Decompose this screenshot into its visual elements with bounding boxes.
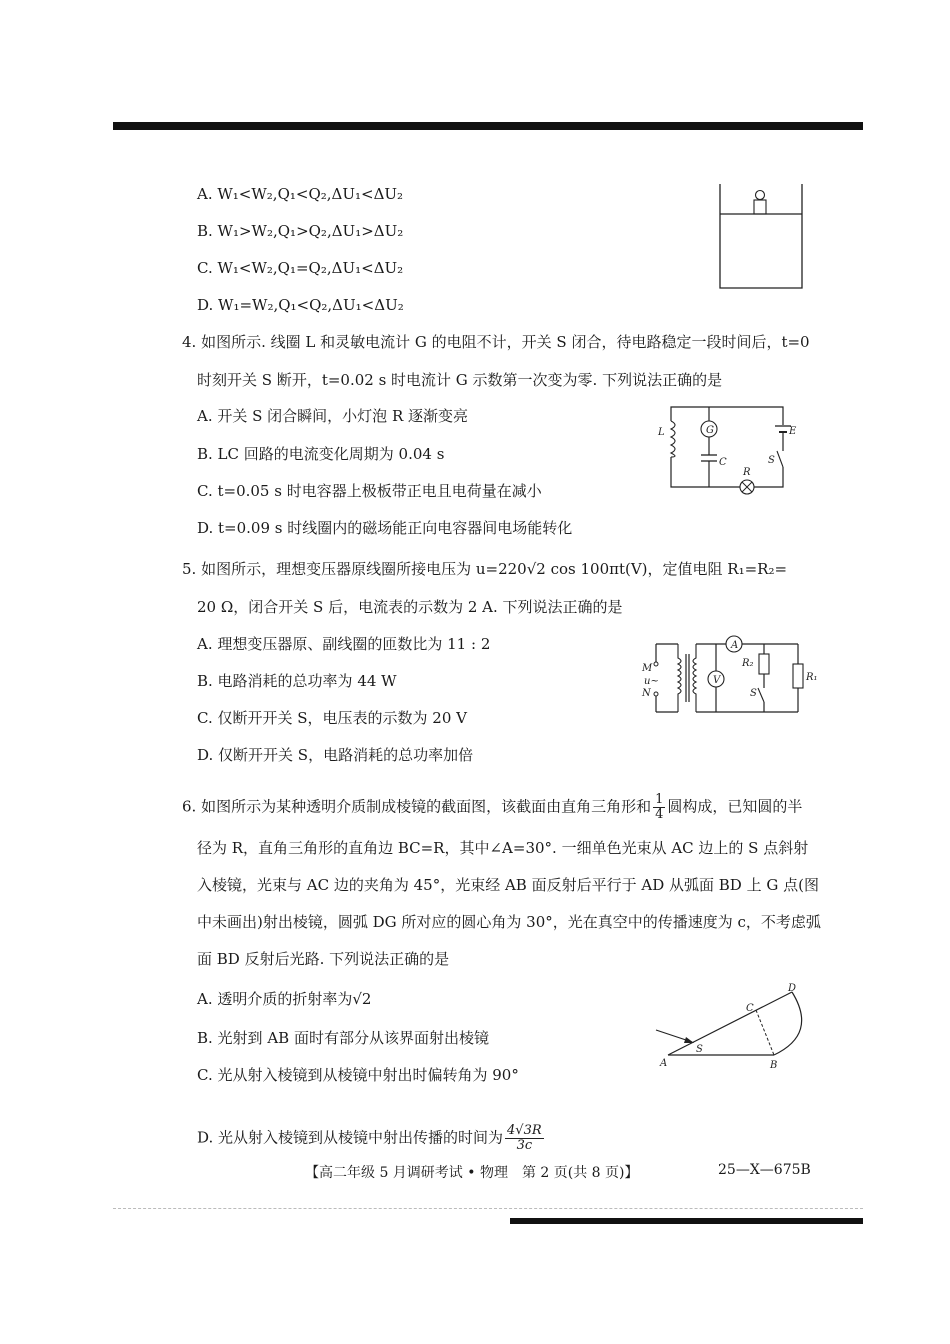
- q3-option-b: B. W₁>W₂,Q₁>Q₂,ΔU₁>ΔU₂: [197, 222, 404, 240]
- q6-fraction: [653, 793, 665, 822]
- q5-label-u: u~: [644, 676, 659, 687]
- q6-stem-line1: [182, 793, 802, 822]
- q5-stem-line1: 5. 如图所示，理想变压器原线圈所接电压为 u=220√2 cos 100πt(V)，定值电阻 R₁=R₂=: [182, 560, 788, 578]
- q4-label-S: S: [768, 455, 775, 466]
- q5-label-M: M: [642, 663, 653, 674]
- q6-stem-line3: 入棱镜，光束与 AC 边的夹角为 45°，光束经 AB 面反射后平行于 AD 从弧面 BD 上 G 点(图: [197, 876, 819, 894]
- q4-option-d: D. t=0.09 s 时线圈内的磁场能正向电容器间电场能转化: [197, 519, 573, 537]
- bottom-border-bar: [510, 1218, 863, 1224]
- footer-code: 25—X—675B: [718, 1162, 811, 1178]
- q6-stem-line1b: 圆构成，已知圆的半: [667, 797, 803, 816]
- q6-fraction-den: 4: [655, 807, 664, 822]
- q5-label-R1: R₁: [806, 672, 818, 683]
- q6-option-d-text: D. 光从射入棱镜到从棱镜中射出传播的时间为: [197, 1128, 504, 1147]
- q6-option-a: A. 透明介质的折射率为√2: [197, 990, 372, 1008]
- q6-option-d: [197, 1124, 544, 1153]
- q3-container-figure: [718, 182, 804, 290]
- q4-lc-circuit-figure: [655, 403, 805, 495]
- q3-option-c: C. W₁<W₂,Q₁=Q₂,ΔU₁<ΔU₂: [197, 259, 404, 277]
- q6-label-C: C: [746, 1003, 754, 1014]
- q6-label-A: A: [660, 1058, 668, 1069]
- q4-label-R: R: [743, 467, 751, 478]
- q4-label-C: C: [719, 457, 727, 468]
- q6-prism-figure: [650, 984, 810, 1070]
- q6-option-c: C. 光从射入棱镜到从棱镜中射出时偏转角为 90°: [197, 1066, 519, 1084]
- q5-option-a: A. 理想变压器原、副线圈的匝数比为 11 : 2: [197, 635, 491, 653]
- q6-label-B: B: [770, 1060, 778, 1071]
- q5-option-d: D. 仅断开开关 S，电路消耗的总功率加倍: [197, 746, 474, 764]
- q6-stem-line5: 面 BD 反射后光路. 下列说法正确的是: [197, 950, 450, 968]
- q5-label-A: A: [731, 640, 739, 651]
- q5-label-N: N: [642, 688, 651, 699]
- q6-option-d-fraction: [505, 1124, 544, 1153]
- q6-stem-line1a: 6. 如图所示为某种透明介质制成棱镜的截面图，该截面由直角三角形和: [182, 797, 652, 816]
- q5-stem-line2: 20 Ω，闭合开关 S 后，电流表的示数为 2 A. 下列说法正确的是: [197, 598, 623, 616]
- q5-label-R2: R₂: [742, 658, 754, 669]
- q6-stem-line4: 中未画出)射出棱镜，圆弧 DG 所对应的圆心角为 30°，光在真空中的传播速度为 c，不考虑弧: [197, 913, 821, 931]
- q6-option-b: B. 光射到 AB 面时有部分从该界面射出棱镜: [197, 1029, 489, 1047]
- q5-option-c: C. 仅断开开关 S，电压表的示数为 20 V: [197, 709, 467, 727]
- footer-title: 【高二年级 5 月调研考试 • 物理 第 2 页(共 8 页)】: [305, 1165, 639, 1181]
- q4-option-b: B. LC 回路的电流变化周期为 0.04 s: [197, 445, 445, 463]
- q4-option-c: C. t=0.05 s 时电容器上极板带正电且电荷量在减小: [197, 482, 542, 500]
- q6-option-d-den: 3c: [516, 1138, 533, 1153]
- q4-stem-line1: 4. 如图所示. 线圈 L 和灵敏电流计 G 的电阻不计，开关 S 闭合，待电路稳定一段时间后，t=0: [182, 333, 810, 351]
- q5-option-b: B. 电路消耗的总功率为 44 W: [197, 672, 397, 690]
- q3-option-d: D. W₁=W₂,Q₁<Q₂,ΔU₁<ΔU₂: [197, 296, 404, 314]
- q5-transformer-figure: [638, 636, 818, 718]
- q6-label-D: D: [788, 983, 797, 994]
- q6-fraction-num: 1: [655, 792, 664, 807]
- footer-dashed-divider: [113, 1208, 863, 1209]
- q4-stem-line2: 时刻开关 S 断开，t=0.02 s 时电流计 G 示数第一次变为零. 下列说法正确的是: [197, 371, 723, 389]
- q4-label-G: G: [706, 425, 714, 436]
- q6-option-d-num: 4√3R: [507, 1123, 542, 1138]
- q5-label-V: V: [713, 675, 721, 686]
- q5-label-S: S: [750, 688, 757, 699]
- q6-stem-line2: 径为 R，直角三角形的直角边 BC=R，其中∠A=30°. 一细单色光束从 AC 边上的 S 点斜射: [197, 839, 809, 857]
- q4-label-L: L: [658, 427, 665, 438]
- q4-option-a: A. 开关 S 闭合瞬间，小灯泡 R 逐渐变亮: [197, 407, 469, 425]
- top-border-bar: [113, 122, 863, 130]
- q6-label-S: S: [696, 1044, 703, 1055]
- q4-label-E: E: [789, 426, 797, 437]
- q3-option-a: A. W₁<W₂,Q₁<Q₂,ΔU₁<ΔU₂: [197, 185, 404, 203]
